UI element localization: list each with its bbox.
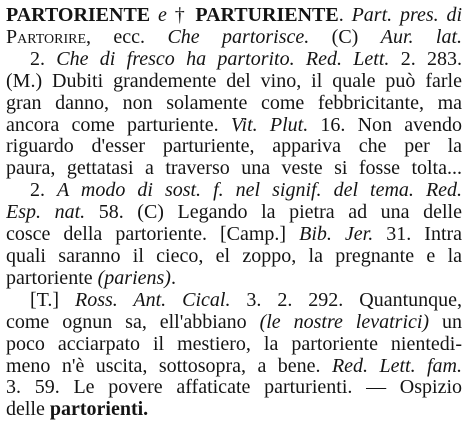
citation-ref: Ross. Ant. Cical.	[75, 289, 231, 311]
quotation-text: gran danno, non solamente come febbricitante, ma	[6, 92, 462, 114]
sense-3-line-1	[6, 180, 462, 202]
citation-loc: 16.	[320, 114, 346, 136]
citation-ref: Red. Lett. fam.	[331, 355, 462, 377]
citation-ref: Esp. nat.	[6, 202, 86, 224]
sense-definition: Che di fresco ha partorito.	[56, 48, 295, 70]
entry-line-1: PARTORIENTE e † PARTURIENTE. Part. pres. di	[6, 5, 462, 26]
parenthetical: (le nostre levatrici)	[259, 311, 430, 333]
quotation-text: Intra	[424, 224, 462, 246]
quotation-text: Dubiti grandemente del vino, il quale può farle	[52, 70, 462, 92]
sense-4-line-1	[6, 290, 462, 312]
citation-loc: 2. 283.	[400, 48, 462, 70]
sense-3-line-3	[6, 224, 462, 246]
sense-definition: A modo di sost. f. nel signif. del tema.	[57, 180, 414, 202]
source-ref-1: Aur. lat.	[380, 26, 462, 48]
sense-4-line-4	[6, 356, 462, 378]
citation-loc: 58.	[98, 202, 124, 224]
citation-loc: 31.	[386, 224, 412, 246]
source-tag-1: (C)	[331, 26, 359, 48]
connector: e	[157, 5, 167, 26]
quotation-text: Quantunque,	[359, 289, 462, 311]
sense-3-line-5: partoriente (pariens).	[6, 267, 176, 289]
bold-term: partorienti.	[49, 399, 149, 421]
citation-loc: 3. 2. 292.	[246, 289, 344, 311]
quotation-text: come ognun sa, ell'abbiano	[6, 311, 247, 333]
quotation-text: cosce della partoriente.	[6, 224, 207, 246]
citation-ref: Bib. Jer.	[299, 224, 374, 246]
quotation-text: riguardo d'esser parturiente, appariva che per la	[6, 136, 462, 158]
source-tag: (M.)	[6, 70, 43, 92]
quotation-text: meno n'è uscita, sottosopra, a bene.	[6, 355, 321, 377]
etc: , ecc.	[86, 26, 146, 48]
sense-2-line-1	[6, 49, 462, 71]
quotation-text: ancora come parturiente.	[6, 114, 219, 136]
citation-ref: Red. Lett.	[305, 48, 390, 70]
quotation-text: quali saranno il cieco, el zoppo, la pregnante e la	[6, 245, 462, 267]
sense-2-line-2	[6, 71, 462, 93]
citation-loc: 3. 59.	[6, 377, 60, 399]
definition-1: Che partorisce.	[167, 26, 310, 48]
quotation-text: Legando la pietra ad una delle	[177, 202, 462, 224]
sense-number: 2.	[30, 180, 45, 202]
quotation-text: Le povere affaticate parturienti. — Ospizio	[73, 377, 462, 399]
citation-ref: Vit. Plut.	[230, 114, 309, 136]
sense-4-line-5	[6, 377, 462, 399]
quotation-text: un	[442, 311, 462, 333]
sense-2-line-6	[6, 158, 462, 180]
sense-4-line-3	[6, 334, 462, 356]
sense-3-line-4	[6, 246, 462, 268]
sense-2-line-4	[6, 115, 462, 137]
quotation-text: partoriente	[6, 267, 93, 289]
quotation-text: poco acciarpato il mestiero, la partoriente nientedi-	[6, 333, 462, 355]
variant-headword: PARTURIENTE	[195, 5, 339, 26]
citation-ref: Red.	[425, 180, 462, 202]
dagger: †	[174, 5, 188, 26]
source-tag: [T.]	[30, 289, 60, 311]
sense-2-line-5	[6, 136, 462, 158]
grammar-note: Part. pres.	[351, 5, 439, 26]
quotation-text: delle	[6, 399, 45, 421]
source-tag: [Camp.]	[219, 224, 287, 246]
sense-4-line-2	[6, 312, 462, 334]
sense-number: 2.	[30, 48, 45, 70]
quotation-text: paura, gettatasi a traverso una veste si fosse tolta...	[6, 158, 462, 180]
sense-3-line-2	[6, 202, 462, 224]
sense-2-line-3	[6, 93, 462, 115]
grammar-of: di	[446, 5, 462, 26]
source-tag: (C)	[137, 202, 164, 224]
sense-4-line-6	[6, 399, 462, 421]
headword: PARTORIENTE	[6, 5, 151, 26]
latin-gloss: (pariens)	[97, 267, 171, 289]
entry-line-2	[6, 27, 462, 49]
root-word: Partorire	[6, 26, 87, 48]
quotation-text: Non avendo	[357, 114, 462, 136]
